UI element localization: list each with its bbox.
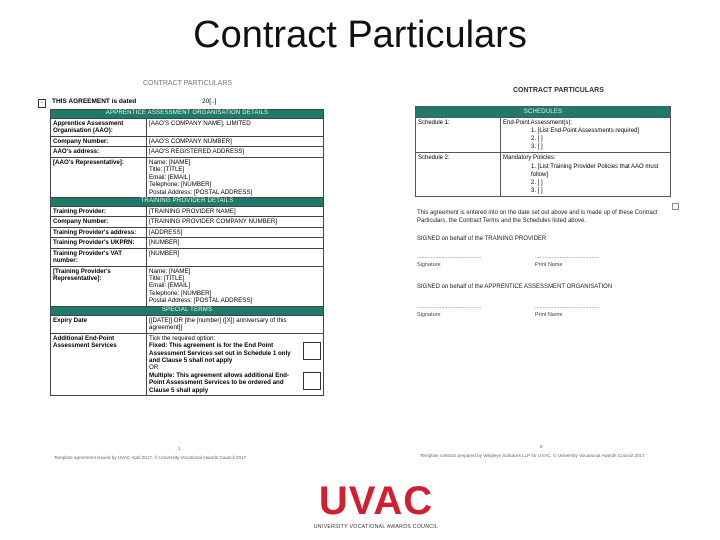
- schedule-label: Schedule 1:: [416, 118, 501, 153]
- schedule-line: End-Point Assessment(s):: [503, 120, 573, 127]
- right-doc-title: CONTRACT PARTICULARS: [513, 87, 604, 94]
- field-value: [147, 266, 324, 306]
- rep-postal-address: Postal Address: [POSTAL ADDRESS]: [149, 188, 253, 196]
- schedule-line: 3. [ ]: [531, 144, 543, 151]
- uvac-logo: [305, 481, 447, 533]
- contract-form-table: [50, 109, 324, 396]
- field-label: Expiry Date: [51, 315, 147, 333]
- agreement-line: [52, 98, 328, 105]
- corner-marker-icon: [672, 203, 679, 210]
- field-label: Company Number:: [51, 217, 147, 227]
- section-special-header: SPECIAL TERMS: [51, 306, 324, 315]
- agreement-paragraph: This agreement is entered into on the date set out above and is made up of these Contract Particulars, the Contract Terms and the Schedules listed above.: [417, 210, 658, 224]
- left-footer: Template agreement issued by UVAC April 2017. © University Vocational Awards Council 2017: [54, 455, 247, 460]
- print-name-line: ..........................................: [535, 254, 600, 260]
- field-label: [Training Provider's Representative]:: [51, 266, 147, 306]
- field-value: [147, 157, 324, 197]
- print-name-line: ..........................................: [535, 304, 600, 310]
- field-value: [AAO'S REGISTERED ADDRESS]: [147, 147, 324, 157]
- print-name-caption: Print Name: [535, 312, 563, 318]
- table-row: [51, 217, 324, 227]
- rep-telephone: Telephone: [NUMBER]: [149, 181, 212, 189]
- table-row: [51, 248, 324, 266]
- field-label: Training Provider's VAT number:: [51, 248, 147, 266]
- schedule-content: [501, 118, 671, 153]
- field-value: [[DATE]] OR [the [number] ([X]) anniversary of this agreement]]: [147, 315, 324, 333]
- table-row: [51, 333, 324, 396]
- section-aao-header: APPRENTICE ASSESSMENT ORGANISATION DETAILS: [51, 110, 324, 119]
- table-row: [51, 227, 324, 237]
- field-label: Training Provider:: [51, 206, 147, 216]
- multiple-checkbox[interactable]: [303, 372, 321, 390]
- rep-name: Name: [NAME]: [149, 158, 191, 166]
- schedules-header: SCHEDULES: [416, 107, 671, 118]
- table-row: [51, 119, 324, 137]
- schedule-line: 1. [List End-Point Assessments required]: [531, 128, 640, 135]
- field-label: [AAO's Representative]:: [51, 157, 147, 197]
- left-page-number: 1: [178, 446, 181, 451]
- option-instruction: Tick the required option:: [149, 334, 216, 342]
- schedules-table: [415, 106, 671, 197]
- field-value: [NUMBER]: [147, 248, 324, 266]
- option-fixed-text: Fixed: This agreement is for the End Point Assessment Services set out in Schedule 1 only and Clause 5 shall not apply: [149, 342, 291, 364]
- rep-name: Name: [NAME]: [149, 267, 191, 275]
- signed-tp-label: SIGNED on behalf of the TRAINING PROVIDER: [417, 236, 547, 242]
- agreement-text: THIS AGREEMENT is dated: [52, 98, 137, 105]
- field-value: [AAO'S COMPANY NUMBER]: [147, 136, 324, 146]
- signature-line: ..........................................: [417, 254, 482, 260]
- signature-caption: Signature: [417, 312, 441, 318]
- table-row: [51, 136, 324, 146]
- field-label: Company Number:: [51, 136, 147, 146]
- section-marker-icon: -: [38, 99, 46, 108]
- field-label: Apprentice Assessment Organisation (AAO):: [51, 119, 147, 137]
- signature-caption: Signature: [417, 262, 441, 268]
- table-row: [51, 147, 324, 157]
- table-row: [51, 266, 324, 306]
- field-label: Training Provider's address:: [51, 227, 147, 237]
- schedule-label: Schedule 2:: [416, 153, 501, 196]
- schedule-line: 1. [List Training Provider Policies that AAO must follow]: [531, 163, 659, 178]
- schedule-line: 2. [ ]: [531, 179, 543, 186]
- slide-title: Contract Particulars: [193, 14, 527, 56]
- left-document: [38, 78, 328, 468]
- rep-email: Email: [EMAIL]: [149, 173, 190, 181]
- schedule-line: Mandatory Policies:: [503, 155, 556, 162]
- agreement-year: 20[..]: [202, 98, 217, 105]
- table-row: [416, 153, 671, 196]
- table-row: [51, 206, 324, 216]
- option-or: OR: [149, 364, 159, 372]
- section-tp-header: TRAINING PROVIDER DETAILS: [51, 197, 324, 206]
- schedule-line: 2. [ ]: [531, 136, 543, 143]
- table-row: [416, 118, 671, 153]
- left-doc-title: CONTRACT PARTICULARS: [143, 80, 233, 87]
- field-label: Additional End-Point Assessment Services: [51, 333, 147, 396]
- field-value: [TRAINING PROVIDER COMPANY NUMBER]: [147, 217, 324, 227]
- signature-line: ..........................................: [417, 304, 482, 310]
- table-row: [51, 157, 324, 197]
- table-row: [51, 315, 324, 333]
- schedule-line: 3. [ ]: [531, 187, 543, 194]
- rep-title: Title: [TITLE]: [149, 275, 185, 282]
- field-value: [AAO'S COMPANY NAME], LIMITED: [147, 119, 324, 137]
- right-document: [415, 82, 677, 462]
- option-fixed: [149, 342, 321, 364]
- field-value: [ADDRESS]: [147, 227, 324, 237]
- option-multiple: [149, 372, 321, 394]
- rep-email: Email: [EMAIL]: [149, 282, 190, 290]
- logo-wordmark: UVAC: [318, 479, 434, 523]
- rep-postal-address: Postal Address: [POSTAL ADDRESS]: [149, 297, 253, 305]
- option-multiple-text: Multiple: This agreement allows additional End-Point Assessment Services to be ordered and Clause 5 shall apply: [149, 371, 289, 394]
- field-label: AAO's address:: [51, 147, 147, 157]
- fixed-checkbox[interactable]: [303, 342, 321, 360]
- field-value: [TRAINING PROVIDER NAME]: [147, 206, 324, 216]
- rep-telephone: Telephone: [NUMBER]: [149, 289, 212, 297]
- right-page-number: 8: [540, 444, 543, 449]
- field-label: Training Provider's UKPRN:: [51, 238, 147, 248]
- signed-aao-label: SIGNED on behalf of the APPRENTICE ASSESSMENT ORGANISATION: [417, 284, 613, 290]
- rep-title: Title: [TITLE]: [149, 166, 185, 174]
- print-name-caption: Print Name: [535, 262, 563, 268]
- logo-subtitle: UNIVERSITY VOCATIONAL AWARDS COUNCIL: [313, 524, 439, 530]
- field-value: [147, 333, 324, 396]
- schedule-content: [501, 153, 671, 196]
- right-footer: Template contract prepared by Wrigleys Solicitors LLP for UVAC. © University Vocational Awards Council 2017: [420, 453, 645, 458]
- table-row: [51, 238, 324, 248]
- field-value: [NUMBER]: [147, 238, 324, 248]
